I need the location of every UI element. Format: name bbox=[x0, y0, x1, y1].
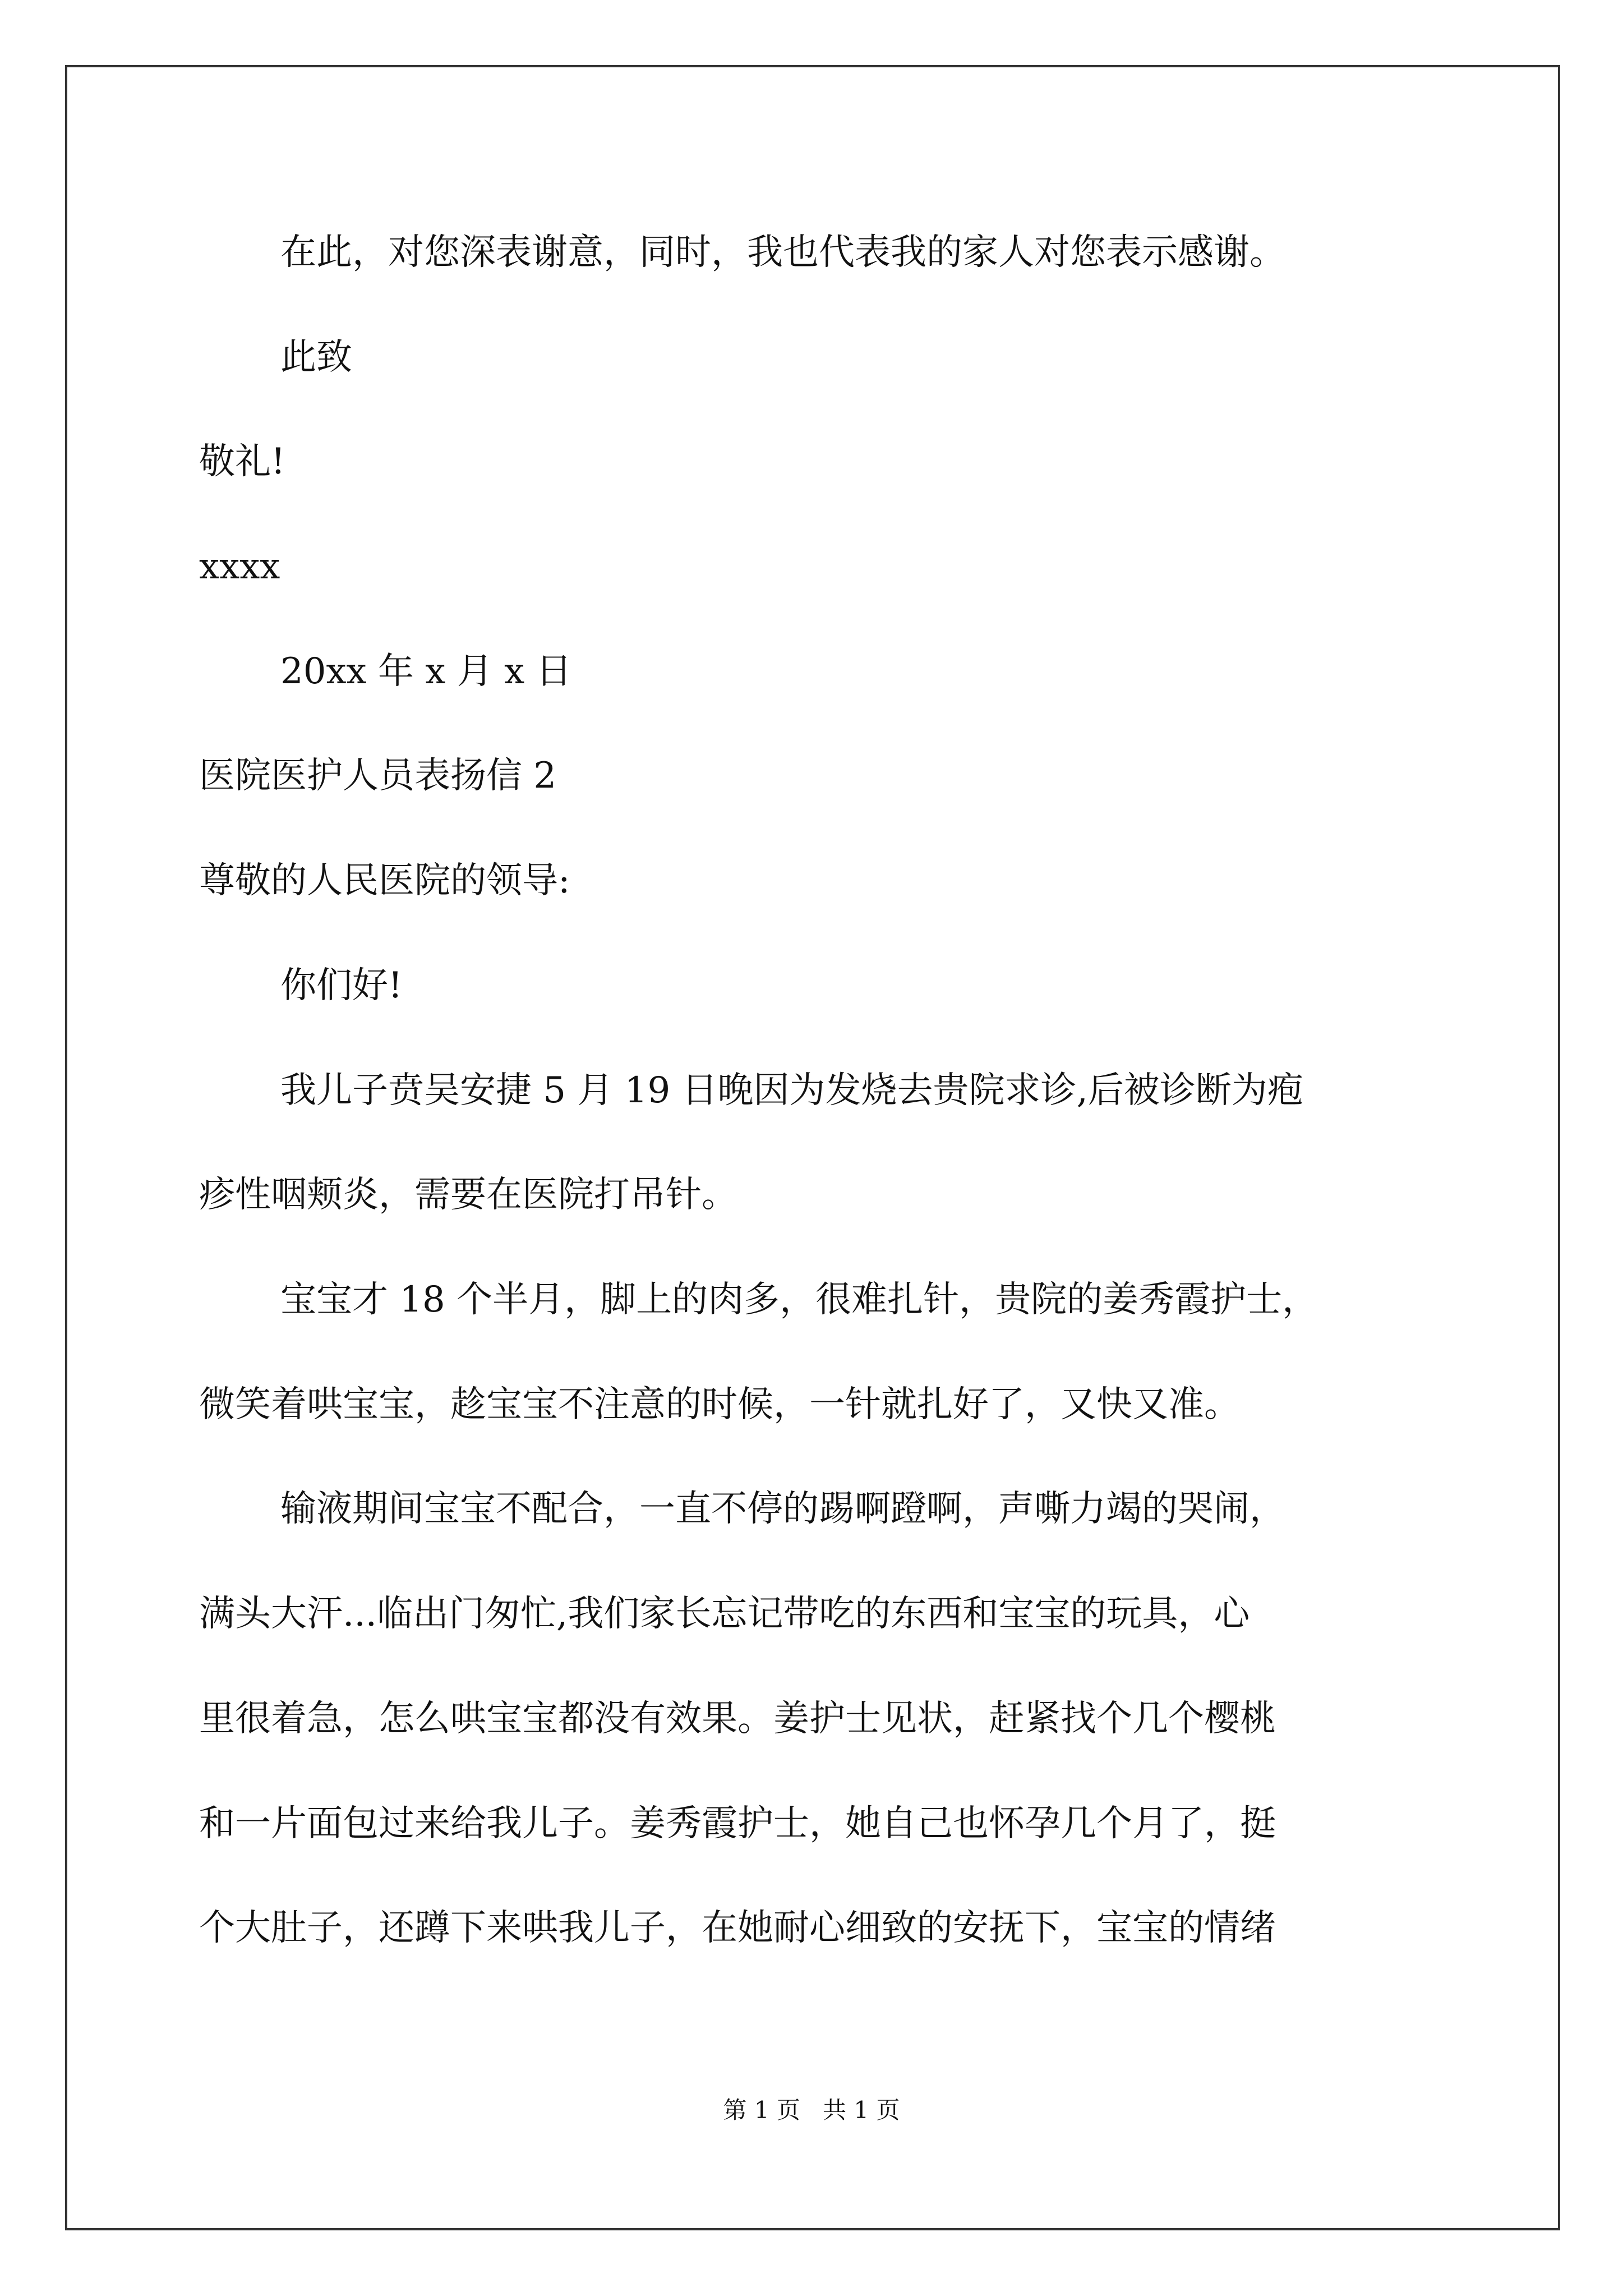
closing-ci-zhi: 此致 bbox=[280, 337, 352, 378]
paragraph-line: 和一片面包过来给我儿子。姜秀霞护士，她自己也怀孕几个月了，挺 bbox=[199, 1803, 1276, 1844]
paragraph-line: 微笑着哄宝宝，趁宝宝不注意的时候，一针就扎好了，又快又准。 bbox=[199, 1384, 1240, 1425]
paragraph-thanks: 在此，对您深表谢意，同时，我也代表我的家人对您表示感谢。 bbox=[280, 232, 1285, 273]
paragraph-line: 宝宝才 18 个半月，脚上的肉多，很难扎针，贵院的姜秀霞护士， bbox=[280, 1279, 1318, 1320]
signature-date: 20xx 年 x 月 x 日 bbox=[280, 651, 572, 692]
paragraph-line: 我儿子贲吴安捷 5 月 19 日晚因为发烧去贵院求诊,后被诊断为疱 bbox=[280, 1070, 1303, 1111]
greeting: 你们好! bbox=[280, 965, 403, 1006]
paragraph-line: 疹性咽颊炎，需要在医院打吊针。 bbox=[199, 1174, 737, 1216]
paragraph-line: 满头大汗...临出门匆忙,我们家长忘记带吃的东西和宝宝的玩具，心 bbox=[199, 1593, 1250, 1635]
paragraph-line: 输液期间宝宝不配合，一直不停的踢啊蹬啊，声嘶力竭的哭闹， bbox=[280, 1488, 1285, 1530]
salutation: 尊敬的人民医院的领导: bbox=[199, 860, 570, 901]
closing-jing-li: 敬礼! bbox=[199, 441, 285, 482]
signature-name: xxxx bbox=[199, 546, 280, 587]
page-footer: 第 1 页 共 1 页 bbox=[723, 2096, 900, 2124]
paragraph-line: 个大肚子，还蹲下来哄我儿子，在她耐心细致的安抚下，宝宝的情绪 bbox=[199, 1907, 1276, 1949]
letter-title: 医院医护人员表扬信 2 bbox=[199, 755, 557, 797]
paragraph-line: 里很着急，怎么哄宝宝都没有效果。姜护士见状，赶紧找个几个樱桃 bbox=[199, 1698, 1276, 1740]
